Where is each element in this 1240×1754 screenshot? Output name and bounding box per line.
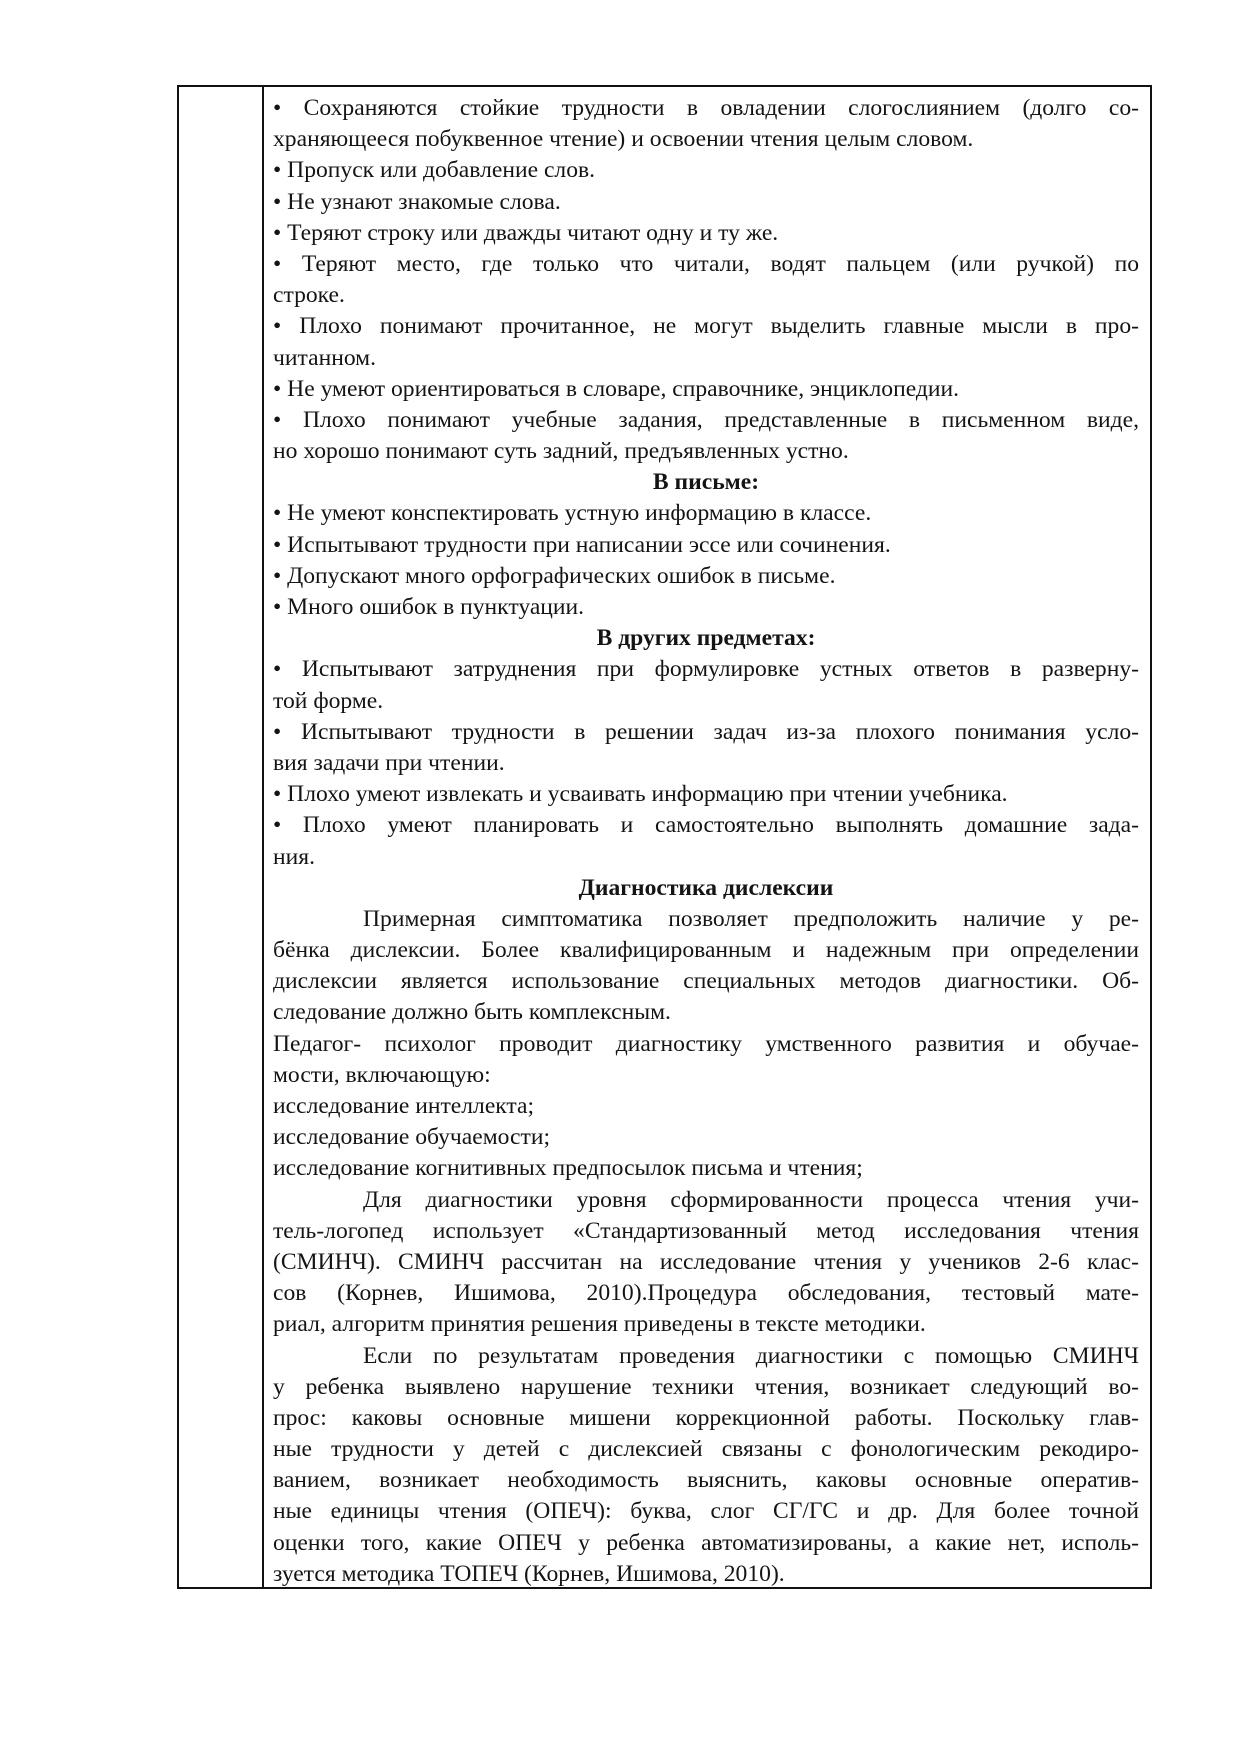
section-heading: В письме: [652,469,760,496]
text-line: • Много ошибок в пунктуации. [273,594,585,620]
text-line: ния. [273,843,316,870]
paragraph [273,93,1139,155]
paragraph [273,1122,1139,1153]
paragraph [273,530,1139,561]
text-line: • Не умеют ориентироваться в словаре, справочнике, энциклопедии. [273,375,960,402]
paragraph [273,654,1139,716]
paragraph [273,1185,1139,1341]
paragraph [273,155,1139,186]
paragraph [273,498,1139,529]
document-table [177,85,1152,1589]
text-line: ные трудности у детей с дислексией связаны с фонологическим рекодиро- [273,1436,1139,1463]
text-line: • Испытывают затруднения при формулировке устных ответов в разверну- [273,656,1139,683]
paragraph [273,779,1139,810]
paragraph [273,311,1139,373]
paragraph [273,218,1139,249]
text-line: у ребенка выявлено нарушение техники чтения, возникает следующий во- [273,1373,1139,1400]
text-line: сов (Корнев, Ишимова, 2010).Процедура обследования, тестовый мате- [273,1280,1139,1307]
text-line: • Плохо понимают прочитанное, не могут выделить главные мысли в про- [273,313,1139,340]
paragraph [273,810,1139,872]
text-line: исследование когнитивных предпосылок письма и чтения; [273,1155,863,1182]
paragraph [273,187,1139,218]
text-line: прос: каковы основные мишени коррекционной работы. Поскольку глав- [273,1404,1139,1431]
text-line: • Испытывают трудности в решении задач из-за плохого понимания усло- [273,718,1139,745]
text-line: • Плохо умеют планировать и самостоятельно выполнять домашние зада- [273,812,1139,839]
text-line: зуется методика ТОПЕЧ (Корнев, Ишимова, 2010). [273,1560,785,1587]
text-line: • Сохраняются стойкие трудности в овладении слогослиянием (долго со- [273,95,1139,121]
text-line: бёнка дислексии. Более квалифицированным и надежным при определении [273,937,1139,964]
paragraph [273,904,1139,1029]
text-line: строке. [273,282,345,309]
paragraph [273,1153,1139,1184]
text-line: • Допускают много орфографических ошибок в письме. [273,562,836,589]
text-line: • Плохо понимают учебные задания, представленные в письменном виде, [273,406,1139,433]
text-line: • Не узнают знакомые слова. [273,188,561,215]
paragraph [273,717,1139,779]
paragraph [273,1091,1139,1122]
section-heading: Диагностика дислексии [578,874,834,901]
text-line: • Испытывают трудности при написании эссе или сочинения. [273,531,891,558]
text-line: Если по результатам проведения диагностики с помощью СМИНЧ [363,1342,1139,1369]
text-line: читанном. [273,344,376,371]
paragraph [273,1341,1139,1591]
paragraph [273,561,1139,592]
text-line: следование должно быть комплексным. [273,999,671,1026]
text-line: дислексии является использование специальных методов диагностики. Об- [273,968,1139,995]
text-line: ванием, возникает необходимость выяснить, каковы основные оператив- [273,1467,1139,1494]
text-line: тель-логопед использует «Стандартизованный метод исследования чтения [273,1217,1139,1244]
text-line: • Теряют строку или дважды читают одну и ту же. [273,219,779,246]
text-line: храняющееся побуквенное чтение) и освоении чтения целым словом. [273,126,974,153]
text-line: • Не умеют конспектировать устную информацию в классе. [273,500,872,527]
text-line: исследование интеллекта; [273,1093,535,1119]
text-line: вия задачи при чтении. [273,749,505,776]
text-line: (СМИНЧ). СМИНЧ рассчитан на исследование чтения у учеников 2-6 клас- [273,1248,1139,1275]
table-left-cell [179,87,262,1587]
section-heading: В других предметах: [596,625,816,652]
paragraph [273,374,1139,405]
text-line: • Плохо умеют извлекать и усваивать информацию при чтении учебника. [273,781,1008,808]
text-line: оценки того, какие ОПЕЧ у ребенка автоматизированы, а какие нет, исполь- [273,1529,1139,1556]
text-line: риал, алгоритм принятия решения приведены в тексте методики. [273,1311,926,1338]
text-line: мости, включающую: [273,1061,491,1088]
text-line: Педагог- психолог проводит диагностику умственного развития и обучае- [273,1030,1139,1057]
text-line: Для диагностики уровня сформированности процесса чтения учи- [363,1186,1139,1213]
text-line: той форме. [273,687,384,714]
table-right-cell [273,93,1139,1590]
column-divider [262,87,264,1587]
text-line: • Пропуск или добавление слов. [273,157,596,184]
paragraph [273,592,1139,623]
paragraph [273,405,1139,467]
text-line: исследование обучаемости; [273,1124,551,1151]
text-line: но хорошо понимают суть задний, предъявленных устно. [273,438,849,465]
text-line: ные единицы чтения (ОПЕЧ): буква, слог СГ/ГС и др. Для более точной [273,1498,1139,1525]
text-line: Примерная симптоматика позволяет предположить наличие у ре- [363,905,1139,932]
text-line: • Теряют место, где только что читали, водят пальцем (или ручкой) по [273,250,1139,277]
paragraph [273,249,1139,311]
paragraph [273,1029,1139,1091]
